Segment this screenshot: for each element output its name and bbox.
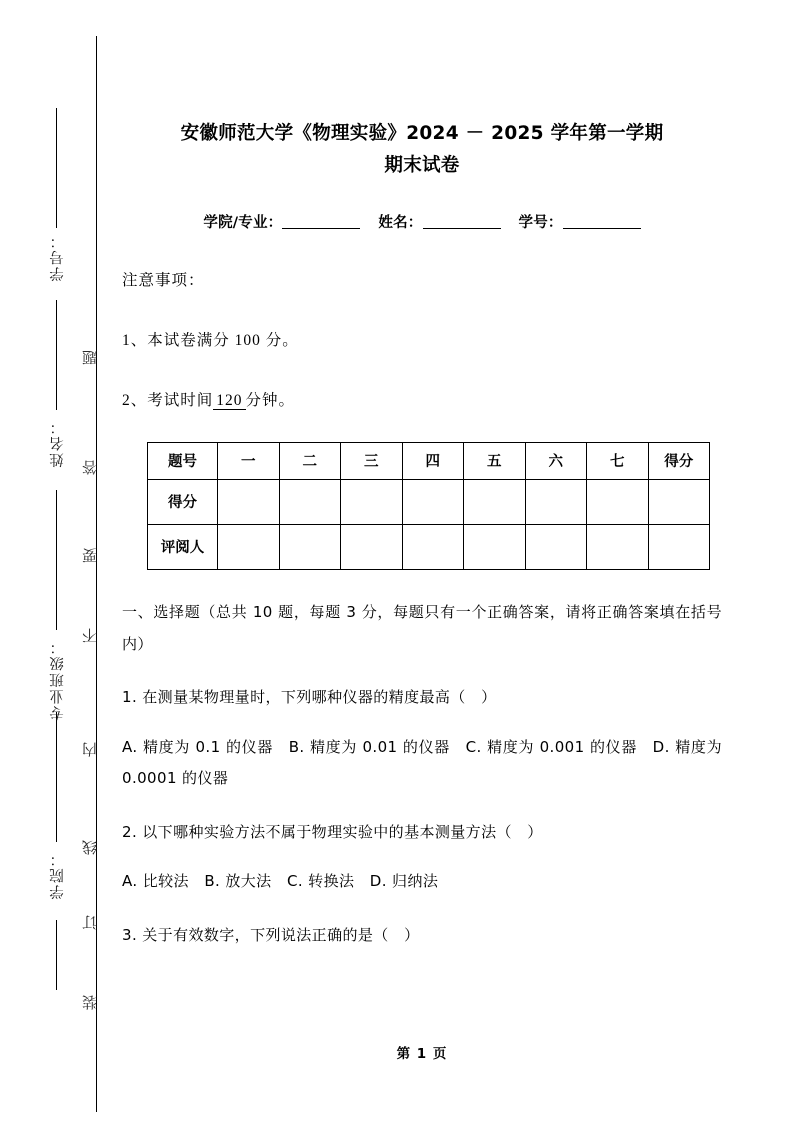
binding-phrase-char: 要: [83, 548, 99, 563]
reviewer-cell[interactable]: [218, 524, 280, 569]
score-table-header-cell: 二: [279, 442, 341, 479]
page-footer: 第 1 页: [396, 1046, 448, 1062]
score-cell[interactable]: [341, 479, 403, 524]
margin-label-college: 学院：: [50, 850, 66, 900]
reviewer-cell[interactable]: [525, 524, 587, 569]
student-id-blank[interactable]: [563, 228, 641, 229]
reviewer-cell[interactable]: [402, 524, 464, 569]
page-title: [122, 0, 722, 183]
margin-label-major-class: 专业班级：: [50, 638, 66, 721]
table-row: [148, 479, 710, 524]
notice-heading: 注意事项：: [122, 271, 205, 289]
score-table-header-cell: 五: [464, 442, 526, 479]
binding-phrase-char: 内: [83, 742, 99, 757]
college-major-blank[interactable]: [282, 228, 360, 229]
question-stem-2: 2. 以下哪种实验方法不属于物理实验中的基本测量方法（ ）: [122, 822, 543, 841]
student-info-line: [122, 211, 722, 232]
score-table-header-cell: 七: [587, 442, 649, 479]
binding-line-inner: [96, 36, 97, 1112]
notice-item-1: 1、本试卷满分 100 分。: [122, 331, 299, 349]
exam-duration-value: 120: [213, 392, 245, 410]
reviewer-cell[interactable]: [341, 524, 403, 569]
binding-line-outer-segment: [56, 490, 57, 630]
college-major-label: 学院/专业：: [203, 214, 283, 231]
binding-line-outer-segment: [56, 712, 57, 842]
score-table-header-cell: 得分: [648, 442, 710, 479]
notice-item-2-suffix: 分钟。: [245, 391, 296, 409]
score-table-header-cell: 三: [341, 442, 403, 479]
binding-line-outer-segment: [56, 108, 57, 228]
score-cell[interactable]: [279, 479, 341, 524]
binding-line-outer-segment: [56, 920, 57, 990]
reviewer-cell[interactable]: [279, 524, 341, 569]
section-heading-1: 一、选择题（总共 10 题，每题 3 分，每题只有一个正确答案，请将正确答案填在括号内）: [122, 602, 722, 653]
binding-phrase-char: 不: [83, 628, 99, 643]
score-cell[interactable]: [218, 479, 280, 524]
question-options-2: A. 比较法 B. 放大法 C. 转换法 D. 归纳法: [122, 872, 439, 891]
question-stem-3: 3. 关于有效数字，下列说法正确的是（ ）: [122, 925, 420, 944]
binding-phrase-char: 线: [83, 840, 99, 855]
question-stem-1: 1. 在测量某物理量时，下列哪种仪器的精度最高（ ）: [122, 688, 497, 707]
score-table: [147, 442, 710, 570]
score-cell[interactable]: [402, 479, 464, 524]
score-table-header-cell: 六: [525, 442, 587, 479]
notice-item-2-prefix: 2、考试时间: [122, 391, 214, 409]
question-options-1: A. 精度为 0.1 的仪器 B. 精度为 0.01 的仪器 C. 精度为 0.001 的仪器 D. 精度为 0.0001 的仪器: [122, 737, 722, 788]
score-cell[interactable]: [464, 479, 526, 524]
title-line-2: 期末试卷: [384, 155, 460, 177]
reviewer-cell[interactable]: [587, 524, 649, 569]
score-table-wrapper: [122, 442, 722, 570]
binding-phrase-char: 装: [83, 995, 99, 1010]
margin-label-student-id: 学号：: [50, 232, 66, 282]
binding-phrase-char: 订: [83, 915, 99, 930]
notice-item-2: [122, 388, 722, 410]
score-table-header-cell: 四: [402, 442, 464, 479]
score-cell[interactable]: [648, 479, 710, 524]
margin-label-name: 姓名：: [50, 418, 66, 468]
table-row: [148, 442, 710, 479]
name-label: 姓名：: [378, 214, 423, 231]
reviewer-row-label: 评阅人: [148, 524, 218, 569]
score-cell[interactable]: [587, 479, 649, 524]
score-row-label: 得分: [148, 479, 218, 524]
score-cell[interactable]: [525, 479, 587, 524]
binding-line-outer-segment: [56, 300, 57, 410]
exam-content: [122, 0, 722, 1122]
reviewer-cell[interactable]: [648, 524, 710, 569]
name-blank[interactable]: [423, 228, 501, 229]
binding-margin: [0, 0, 110, 1122]
score-table-header-cell: 题号: [148, 442, 218, 479]
score-table-header-cell: 一: [218, 442, 280, 479]
reviewer-cell[interactable]: [464, 524, 526, 569]
binding-phrase-char: 答: [83, 460, 99, 475]
student-id-label: 学号：: [518, 214, 563, 231]
title-line-1: 安徽师范大学《物理实验》2024 － 2025 学年第一学期: [180, 123, 664, 144]
binding-phrase-char: 题: [83, 350, 99, 365]
table-row: [148, 524, 710, 569]
